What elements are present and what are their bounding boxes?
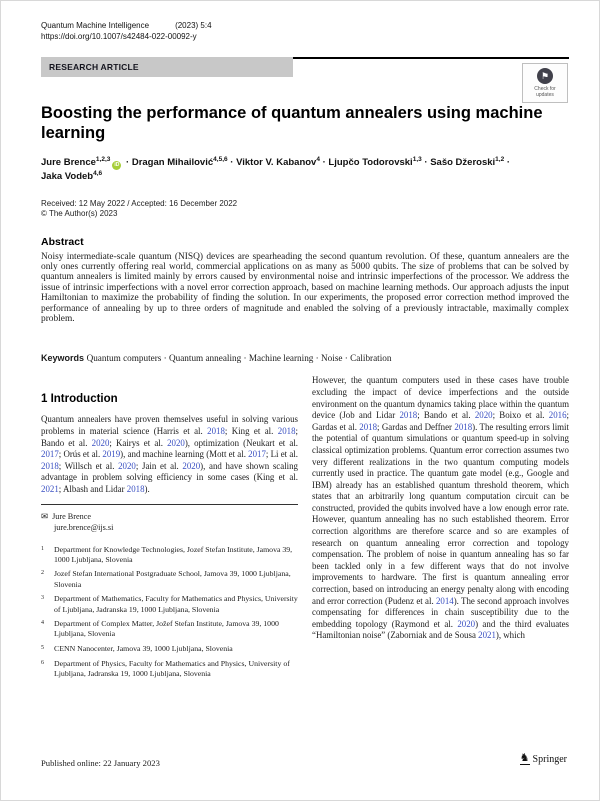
journal-header (41, 21, 569, 42)
right-column (312, 373, 569, 683)
affiliation-text: Department of Mathematics, Faculty for Mathematics and Physics, University of Ljubljana, Jadranska 19, 1000 Ljubljana, Slovenia (54, 594, 298, 614)
affiliation-footnotes (41, 545, 298, 680)
received-accepted-dates: Received: 12 May 2022 / Accepted: 16 December 2022 (41, 198, 238, 208)
affiliation-number: 2 (41, 570, 44, 577)
article-type-row (41, 57, 569, 98)
affiliation-text: Department of Physics, Faculty for Mathematics and Physics, University of Ljubljana, Jadranska 19, 1000 Ljubljana, Slovenia (54, 658, 290, 679)
affiliation-number: 1 (41, 545, 44, 552)
affiliation-number: 4 (41, 620, 44, 627)
two-column-body (41, 373, 569, 683)
affiliation-number: 5 (41, 645, 44, 652)
keywords-line (41, 353, 569, 364)
correspondence-block (41, 511, 298, 533)
doi-link[interactable]: https://doi.org/10.1007/s42484-022-00092-y (41, 31, 197, 41)
header-rule (293, 57, 569, 59)
keywords-text: Quantum computers · Quantum annealing · Machine learning · Noise · Calibration (86, 353, 392, 364)
springer-logo (520, 753, 567, 765)
springer-horse-icon: ♞ (519, 752, 530, 764)
affiliation-item (41, 659, 298, 679)
keywords-label: Keywords (41, 353, 85, 364)
left-column (41, 373, 298, 683)
abstract-heading: Abstract (41, 235, 84, 248)
author-list: Jure Brence$^{1,2,3}$iD · Dragan Mihailović$^{4,5,6}$ · Viktor V. Kabanov$^4$ · Ljupčo Todorovski$^{1,3}$ · Sašo Džeroski$^{1,2}$ · Jaka Vodeb$^{4,6}$ (41, 155, 511, 182)
journal-name: Quantum Machine Intelligence (41, 21, 150, 30)
affiliation-item (41, 644, 298, 654)
affiliation-text: Jozef Stefan International Postgraduate School, Jamova 39, 1000 Ljubljana, Slovenia (54, 569, 291, 589)
intro-paragraph-left: Quantum annealers have proven themselves useful in solving various problems in material science (Harris et al. 2018; King et al. 2018; Bando et al. 2020; Kairys et al. 2020), optimization (Neukart et al. 2017; Orús et al. 2019), and machine learning (Mott et al. 2017; Li et al. 2018; Willsch et al. 2020; Jain et al. 2020), and have shown scaling advantage in problem solving efficiency in some cases (King et al. 2021; Albash and Lidar 2018). (41, 414, 299, 494)
affiliation-text: CENN Nanocenter, Jamova 39, 1000 Ljubljana, Slovenia (54, 644, 233, 654)
affiliation-item (41, 545, 298, 565)
envelope-icon: ✉ (41, 510, 49, 521)
check-for-updates-button[interactable] (522, 63, 568, 103)
affiliation-item (41, 569, 298, 589)
affiliation-number: 6 (41, 659, 44, 666)
journal-issue: (2023) 5:4 (175, 21, 212, 30)
check-for-updates-label: Check for updates (534, 86, 556, 98)
article-type-badge: RESEARCH ARTICLE (41, 57, 293, 77)
intro-paragraph-right: However, the quantum computers used in these cases have trouble excluding the impact of device imperfections and the outside environment on the quantum dynamics taking place within the quantum device (Job and Lidar 2018; Bando et al. 2020; Boixo et al. 2016; Gardas et al. 2018; Gardas and Deffner 2018). The resulting errors limit the potential of quantum simulations or quantum speed-up in solving classical optimization problems. Quantum error correction assumes two very different realizations in the two quantum computing models currently used in practice. The quantum gate model (e.g., Google and IBM) already has an established quantum threshold theorem, which states that an arbitrarily long quantum computation circuit can be constructed, provided the qubits involved have a low enough error rate. However, quantum annealing has no such established theorem. Error correction algorithms are therefore scarce and so are examples of research on quantum annealing error correction and topology compensation. The problem of noise in quantum annealing has so far been tackled only in a few different ways that do not involve improvements to hardware. The first is quantum annealing error correction, based on introducing an energy penalty along with encoding and error correction (Pudenz et al. 2014). The second approach involves compensating for differences in chain susceptibility due to the embedding topology (Raymond et al. 2020) and the third evaluates “Hamiltonian noise” (Zaborniak and de Sousa 2021), which (312, 375, 569, 641)
corresponding-author-name: Jure Brence (52, 511, 91, 521)
springer-wordmark: Springer (532, 753, 567, 765)
page-title: Boosting the performance of quantum annealers using machine learning (41, 104, 543, 142)
affiliation-text: Department of Complex Matter, Jožef Stefan Institute, Jamova 39, 1000 Ljubljana, Slovenia (54, 619, 279, 639)
abstract-text: Noisy intermediate-scale quantum (NISQ) devices are spearheading the second quantum revolution. Of these, quantum annealers are the only ones currently offering real world, commercial applications on as many as 5000 qubits. The size of problems that can be solved by quantum annealers is limited mainly by errors caused by environmental noise and intrinsic imperfections of the processor. We address the issue of intrinsic imperfections with a novel error correction approach, based on machine learning methods. Our approach adjusts the input Hamiltonian to maximize the probability of finding the solution. In our experiments, the proposed error correction method improved the performance of annealing by up to three orders of magnitude and enabled the solving of a previously intractable, maximally complex problem. (41, 251, 569, 324)
footnote-rule (41, 504, 298, 505)
copyright-line: © The Author(s) 2023 (41, 209, 118, 218)
affiliation-item (41, 594, 298, 614)
section-heading-introduction: 1 Introduction (41, 393, 118, 406)
crossmark-icon: ⚑ (537, 68, 553, 84)
affiliation-number: 3 (41, 595, 44, 602)
affiliation-item (41, 619, 298, 639)
corresponding-author-email[interactable]: jure.brence@ijs.si (54, 522, 114, 532)
published-online-line: Published online: 22 January 2023 (41, 758, 160, 768)
affiliation-text: Department for Knowledge Technologies, Jozef Stefan Institute, Jamova 39, 1000 Ljubljana, Slovenia (54, 544, 293, 564)
